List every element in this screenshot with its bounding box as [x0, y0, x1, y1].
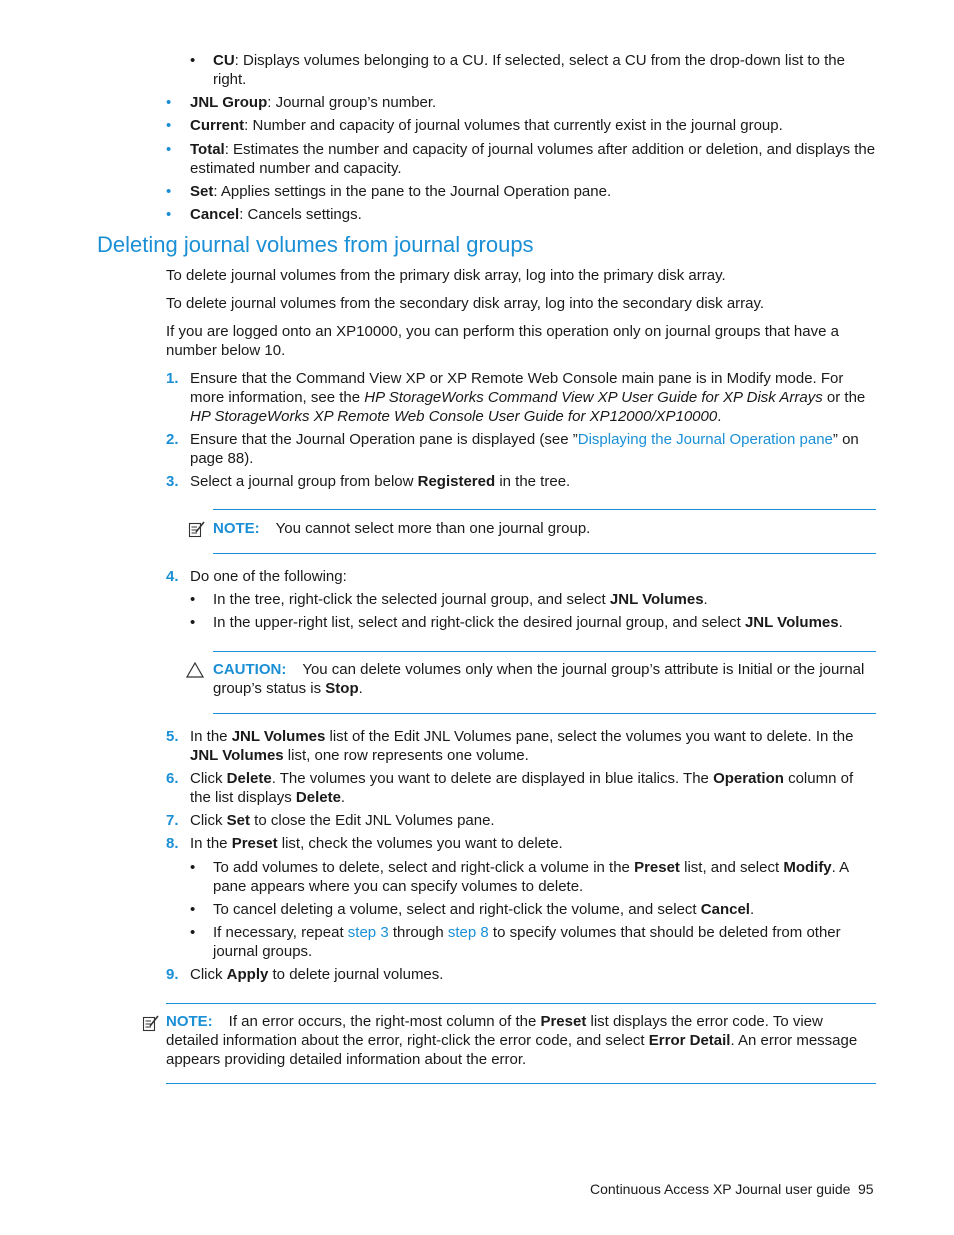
term: Total	[190, 141, 225, 158]
text: list, check the volumes you want to delete.	[277, 835, 563, 852]
bullet: •	[190, 924, 196, 941]
bold-term: Error Detail	[648, 1032, 731, 1049]
term-cu: CU	[213, 52, 235, 69]
text: Ensure that the Command View XP or XP Remote Web Console main pane is in Modify mode. For more information, see the	[190, 370, 844, 406]
note-top-rule	[213, 509, 876, 510]
note-text: You cannot select more than one journal group.	[275, 520, 591, 537]
desc-cu: : Displays volumes belonging to a CU. If selected, select a CU from the drop-down list to the right.	[213, 52, 845, 88]
list-item-total	[190, 140, 880, 178]
text: ” on page 88).	[190, 431, 859, 467]
bullet-cancel: •	[166, 206, 172, 223]
text: In the upper-right list, select and right-click the desired journal group, and select	[213, 614, 745, 631]
text: Click	[190, 770, 227, 787]
footer-title: Continuous Access XP Journal user guide	[590, 1181, 851, 1197]
step-4-option-list	[213, 613, 878, 632]
term: Current	[190, 117, 245, 134]
bullet: •	[190, 901, 196, 918]
bold-term: Preset	[634, 859, 680, 876]
step-3	[190, 472, 880, 491]
bold-term: JNL Volumes	[190, 747, 284, 764]
text: Click	[190, 966, 227, 983]
desc: : Estimates the number and capacity of journal volumes after addition or deletion, and displays the estimated number and capacity.	[190, 141, 876, 177]
bold-term: Operation	[713, 770, 784, 787]
caution-top-rule	[213, 651, 876, 652]
link-journal-operation-pane[interactable]: Displaying the Journal Operation pane	[577, 431, 833, 448]
bullet: •	[190, 859, 196, 876]
step-4: Do one of the following:	[190, 568, 347, 585]
text: .	[358, 680, 363, 697]
text: If necessary, repeat	[213, 924, 348, 941]
step-number-9: 9.	[166, 966, 179, 983]
text: To cancel deleting a volume, select and right-click the volume, and select	[213, 901, 701, 918]
bullet-cu: •	[190, 52, 196, 69]
text: . A pane appears where you can specify volumes to delete.	[213, 859, 849, 895]
list-item-jnl-group	[190, 93, 880, 112]
desc: : Cancels settings.	[239, 206, 362, 223]
step-number-7: 7.	[166, 812, 179, 829]
note2-bottom-rule	[166, 1083, 876, 1084]
note-bottom-rule	[213, 553, 876, 554]
paragraph-xp10000: If you are logged onto an XP10000, you can perform this operation only on journal groups that have a number below 10.	[166, 323, 839, 359]
step-number-8: 8.	[166, 835, 179, 852]
term: Cancel	[190, 206, 240, 223]
list-item-current	[190, 116, 880, 135]
text: list, one row represents one volume.	[283, 747, 529, 764]
text: . The volumes you want to delete are displayed in blue italics. The	[271, 770, 714, 787]
text: . An error message appears providing detailed information about the error.	[166, 1032, 858, 1068]
text: .	[703, 591, 708, 608]
desc: : Number and capacity of journal volumes that currently exist in the journal group.	[244, 117, 783, 134]
bullet-total: •	[166, 141, 172, 158]
bold-term: Cancel	[700, 901, 750, 918]
link-step-3[interactable]: step 3	[347, 924, 389, 941]
text: or the	[822, 389, 866, 406]
step-number-4: 4.	[166, 568, 179, 585]
step-8	[190, 834, 875, 853]
text: .	[838, 614, 843, 631]
bullet-jnl-group: •	[166, 94, 172, 111]
step-1	[190, 369, 875, 426]
caution-label: CAUTION:	[213, 661, 287, 678]
bold-term: JNL Volumes	[744, 614, 839, 631]
note-label: NOTE:	[213, 520, 260, 537]
bullet: •	[190, 614, 196, 631]
text: Click	[190, 812, 227, 829]
note-icon	[142, 1014, 160, 1032]
text: list, and select	[679, 859, 784, 876]
bullet-set: •	[166, 183, 172, 200]
step-number-6: 6.	[166, 770, 179, 787]
step-7	[190, 811, 875, 830]
text: .	[340, 789, 346, 806]
bold-term: Stop	[325, 680, 359, 697]
bold-term: JNL Volumes	[609, 591, 704, 608]
text: .	[749, 901, 755, 918]
list-item-cu	[213, 51, 873, 89]
section-heading: Deleting journal volumes from journal groups	[97, 232, 534, 257]
bold-term: Preset	[231, 835, 278, 852]
paragraph-secondary: To delete journal volumes from the secondary disk array, log into the secondary disk array.	[166, 295, 765, 312]
text: To add volumes to delete, select and right-click a volume in the	[213, 859, 635, 876]
step-4-option-tree	[213, 590, 878, 609]
text: Ensure that the Journal Operation pane is displayed (see ”	[190, 431, 578, 448]
step-5	[190, 727, 875, 765]
step-8-repeat	[213, 923, 863, 961]
step-8-cancel-volume	[213, 900, 873, 919]
bold-term: Apply	[226, 966, 269, 983]
bold-term: Registered	[417, 473, 496, 490]
caution	[213, 660, 875, 698]
text: If an error occurs, the right-most column of the	[228, 1013, 541, 1030]
list-item-cancel	[190, 205, 880, 224]
term: Set	[190, 183, 214, 200]
text: column of the list displays	[190, 770, 854, 806]
text: In the tree, right-click the selected journal group, and select	[213, 591, 610, 608]
bold-term: Delete	[226, 770, 272, 787]
step-6	[190, 769, 875, 807]
bold-term: JNL Volumes	[231, 728, 326, 745]
text: list displays the error code. To view detailed information about the error, right-click the error code, and select	[166, 1013, 823, 1049]
step-number-5: 5.	[166, 728, 179, 745]
bullet-current: •	[166, 117, 172, 134]
page-number: 95	[858, 1181, 874, 1197]
desc: : Applies settings in the pane to the Journal Operation pane.	[213, 183, 612, 200]
bold-term: Modify	[783, 859, 832, 876]
bold-term: Preset	[540, 1013, 587, 1030]
text: through	[388, 924, 448, 941]
text: to delete journal volumes.	[268, 966, 444, 983]
text: .	[717, 408, 722, 425]
text: list of the Edit JNL Volumes pane, select the volumes you want to delete. In the	[325, 728, 854, 745]
text: In the	[190, 835, 232, 852]
caution-icon	[186, 662, 204, 678]
paragraph-primary: To delete journal volumes from the primary disk array, log into the primary disk array.	[166, 267, 726, 284]
bold-term: Delete	[295, 789, 341, 806]
list-item-set	[190, 182, 880, 201]
text: to close the Edit JNL Volumes pane.	[250, 812, 495, 829]
step-number-1: 1.	[166, 370, 179, 387]
text: In the	[190, 728, 232, 745]
note-2	[166, 1012, 876, 1069]
guide-title: HP StorageWorks XP Remote Web Console User Guide for XP12000/XP10000	[190, 408, 718, 425]
text: to specify volumes that should be deleted from other journal groups.	[213, 924, 841, 960]
caution-bottom-rule	[213, 713, 876, 714]
bold-term: Set	[226, 812, 251, 829]
term: JNL Group	[190, 94, 268, 111]
note-icon	[188, 520, 206, 538]
step-number-2: 2.	[166, 431, 179, 448]
step-9	[190, 965, 875, 984]
guide-title: HP StorageWorks Command View XP User Guide for XP Disk Arrays	[364, 389, 823, 406]
desc: : Journal group’s number.	[267, 94, 437, 111]
note-1	[213, 519, 873, 538]
text: in the tree.	[495, 473, 571, 490]
caution-text: You can delete volumes only when the journal group’s attribute is Initial or the journal group’s status is	[213, 661, 865, 697]
bullet: •	[190, 591, 196, 608]
step-8-add-volumes	[213, 858, 863, 896]
link-step-8[interactable]: step 8	[447, 924, 489, 941]
step-number-3: 3.	[166, 473, 179, 490]
note2-top-rule	[166, 1003, 876, 1004]
text: Select a journal group from below	[190, 473, 418, 490]
note-label: NOTE:	[166, 1013, 213, 1030]
step-2	[190, 430, 880, 468]
